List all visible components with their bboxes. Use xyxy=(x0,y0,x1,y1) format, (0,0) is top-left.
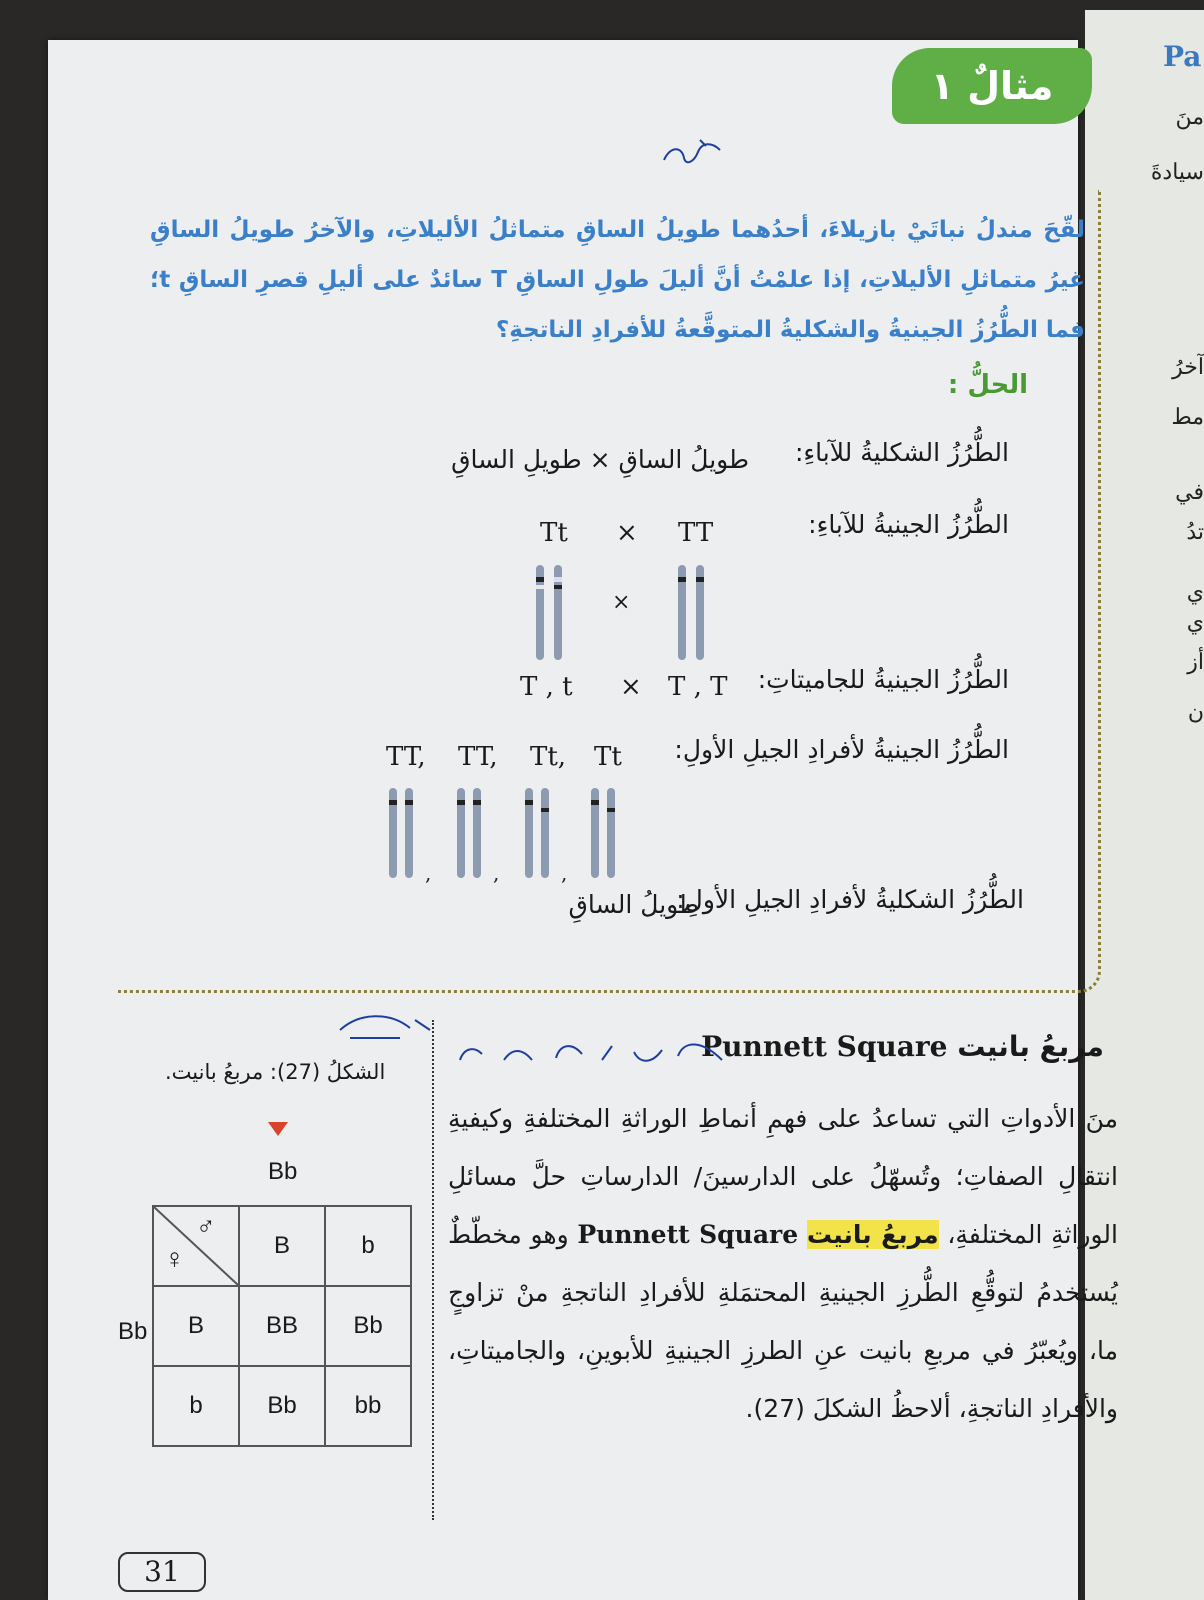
section-title-ar: مربعُ بانيت xyxy=(957,1030,1104,1063)
section-title-en: Punnett Square xyxy=(701,1030,948,1063)
f1-chromosome-pair-2 xyxy=(457,788,481,878)
adjacent-fragment: ن xyxy=(1187,700,1204,725)
f1-genotype-2: TT, xyxy=(458,742,498,772)
punnett-cell: bb xyxy=(325,1366,411,1446)
svg-text:,: , xyxy=(493,861,500,883)
english-term: Punnett Square xyxy=(577,1220,799,1249)
f1-phenotype-value: طويلُ الساقِ xyxy=(568,890,699,919)
adjacent-fragment: سيادةَ xyxy=(1150,160,1204,185)
svg-text:,: , xyxy=(561,861,568,883)
adjacent-fragment: ي xyxy=(1186,610,1204,635)
cross-symbol: × xyxy=(616,518,638,548)
punnett-square xyxy=(152,1205,412,1447)
adjacent-fragment: تدُ xyxy=(1186,520,1204,545)
top-parent-genotype: Bb xyxy=(268,1158,298,1185)
body-text-1: منَ الأدواتِ التي تساعدُ على فهمِ أنماطِ الوراثةِ المختلفةِ وكيفيةِ انتقالِ الصفاتِ؛ وتُسهّلُ على الدارسينَ/ الدارساتِ حلَّ مسائلِ الوراثةِ المختلفةِ، xyxy=(448,1104,1118,1249)
adjacent-fragment: في xyxy=(1175,480,1204,505)
punnett-col-header: B xyxy=(239,1206,325,1286)
column-divider xyxy=(432,1020,434,1520)
caption-pointer-icon xyxy=(268,1122,288,1136)
punnett-cell: BB xyxy=(239,1286,325,1366)
cross-symbol-chromosomes: × xyxy=(612,590,631,615)
parent1-genotype: Tt xyxy=(540,518,568,548)
adjacent-fragment: مط xyxy=(1171,405,1204,430)
f1-genotype-label: الطُّرُزُ الجينيةُ لأفرادِ الجيلِ الأولِ: xyxy=(674,735,1009,764)
example-badge: مثالٌ ١ xyxy=(892,48,1092,124)
highlighted-term: مربعُ بانيت xyxy=(806,1220,939,1249)
adjacent-fragment: ي xyxy=(1186,580,1204,605)
side-parent-genotype: Bb xyxy=(118,1318,148,1345)
section-body xyxy=(448,1090,1118,1438)
parents-genotype-label: الطُّرُزُ الجينيةُ للآباءِ: xyxy=(808,510,1009,539)
adjacent-fragment: منَ xyxy=(1175,105,1204,130)
punnett-col-header: b xyxy=(325,1206,411,1286)
gametes-parent1: T , t xyxy=(520,672,573,702)
chromosome-pair-TT xyxy=(672,565,712,660)
f1-genotype-3: Tt, xyxy=(530,742,567,772)
f1-chromosomes xyxy=(385,788,635,883)
page-number: 31 xyxy=(118,1552,206,1592)
punnett-cell: Bb xyxy=(325,1286,411,1366)
f1-chromosome-pair-4 xyxy=(591,788,615,878)
f1-chromosome-pair-3 xyxy=(525,788,549,878)
female-symbol-icon: ♀ xyxy=(164,1243,185,1274)
handwritten-mark xyxy=(660,132,730,172)
handwritten-note xyxy=(452,1020,742,1080)
chromosome-pair-tt xyxy=(530,565,570,660)
male-symbol-icon: ♂ xyxy=(196,1211,216,1241)
problem-statement: لقّحَ مندلُ نباتَيْ بازيلاءَ، أحدُهما طويلُ الساقِ متماثلُ الأليلاتِ، والآخرُ طويلُ الساقِ غيرُ متماثلِ الأليلاتِ، إذا علمْتُ أنَّ أليلَ طولِ الساقِ T سائدٌ على أليلِ قصرِ الساقِ t؛ فما الطُّرُزُ الجينيةُ والشكليةُ المتوقَّعةُ للأفرادِ الناتجةِ؟ xyxy=(150,217,1085,343)
f1-genotype-4: Tt xyxy=(594,742,622,772)
gametes-label: الطُّرُزُ الجينيةُ للجاميتاتِ: xyxy=(757,665,1009,694)
parents-phenotype-label: الطُّرُزُ الشكليةُ للآباءِ: xyxy=(794,438,1009,467)
parents-phenotype-value: طويلُ الساقِ × طويلِ الساقِ xyxy=(451,445,749,474)
svg-text:,: , xyxy=(425,861,432,883)
adjacent-page-header: Pa xyxy=(1163,40,1202,73)
adjacent-fragment: أز xyxy=(1187,650,1204,675)
gametes-parent2: T , T xyxy=(668,672,728,702)
punnett-row-header: b xyxy=(153,1366,239,1446)
adjacent-fragment: آخرُ xyxy=(1172,355,1204,380)
handwritten-note-2 xyxy=(330,1000,440,1045)
f1-genotype-1: TT, xyxy=(386,742,426,772)
solution-label: الحلُّ : xyxy=(947,370,1028,400)
section-title xyxy=(701,1030,1104,1063)
gametes-cross: × xyxy=(620,672,642,702)
punnett-corner-cell xyxy=(153,1206,239,1286)
body-text-2: وهو مخطّطٌ يُستخدمُ لتوقُّعِ الطُّرزِ الجينيةِ المحتمَلةِ للأفرادِ الناتجةِ منْ تزاوجٍ ما، ويُعبّرُ في مربعِ بانيت عنِ الطرزِ الجينيةِ للأبوينِ، والجاميتاتِ، والأفرادِ الناتجةِ، ألاحظُ الشكلَ (27). xyxy=(448,1220,1118,1423)
f1-chromosome-pair-1 xyxy=(389,788,413,878)
f1-phenotype-label: الطُّرُزُ الشكليةُ لأفرادِ الجيلِ الأولِ: xyxy=(676,885,1024,914)
punnett-cell: Bb xyxy=(239,1366,325,1446)
parent2-genotype: TT xyxy=(678,518,714,548)
figure-caption: الشكلُ (27): مربعُ بانيت. xyxy=(165,1060,386,1084)
punnett-row-header: B xyxy=(153,1286,239,1366)
